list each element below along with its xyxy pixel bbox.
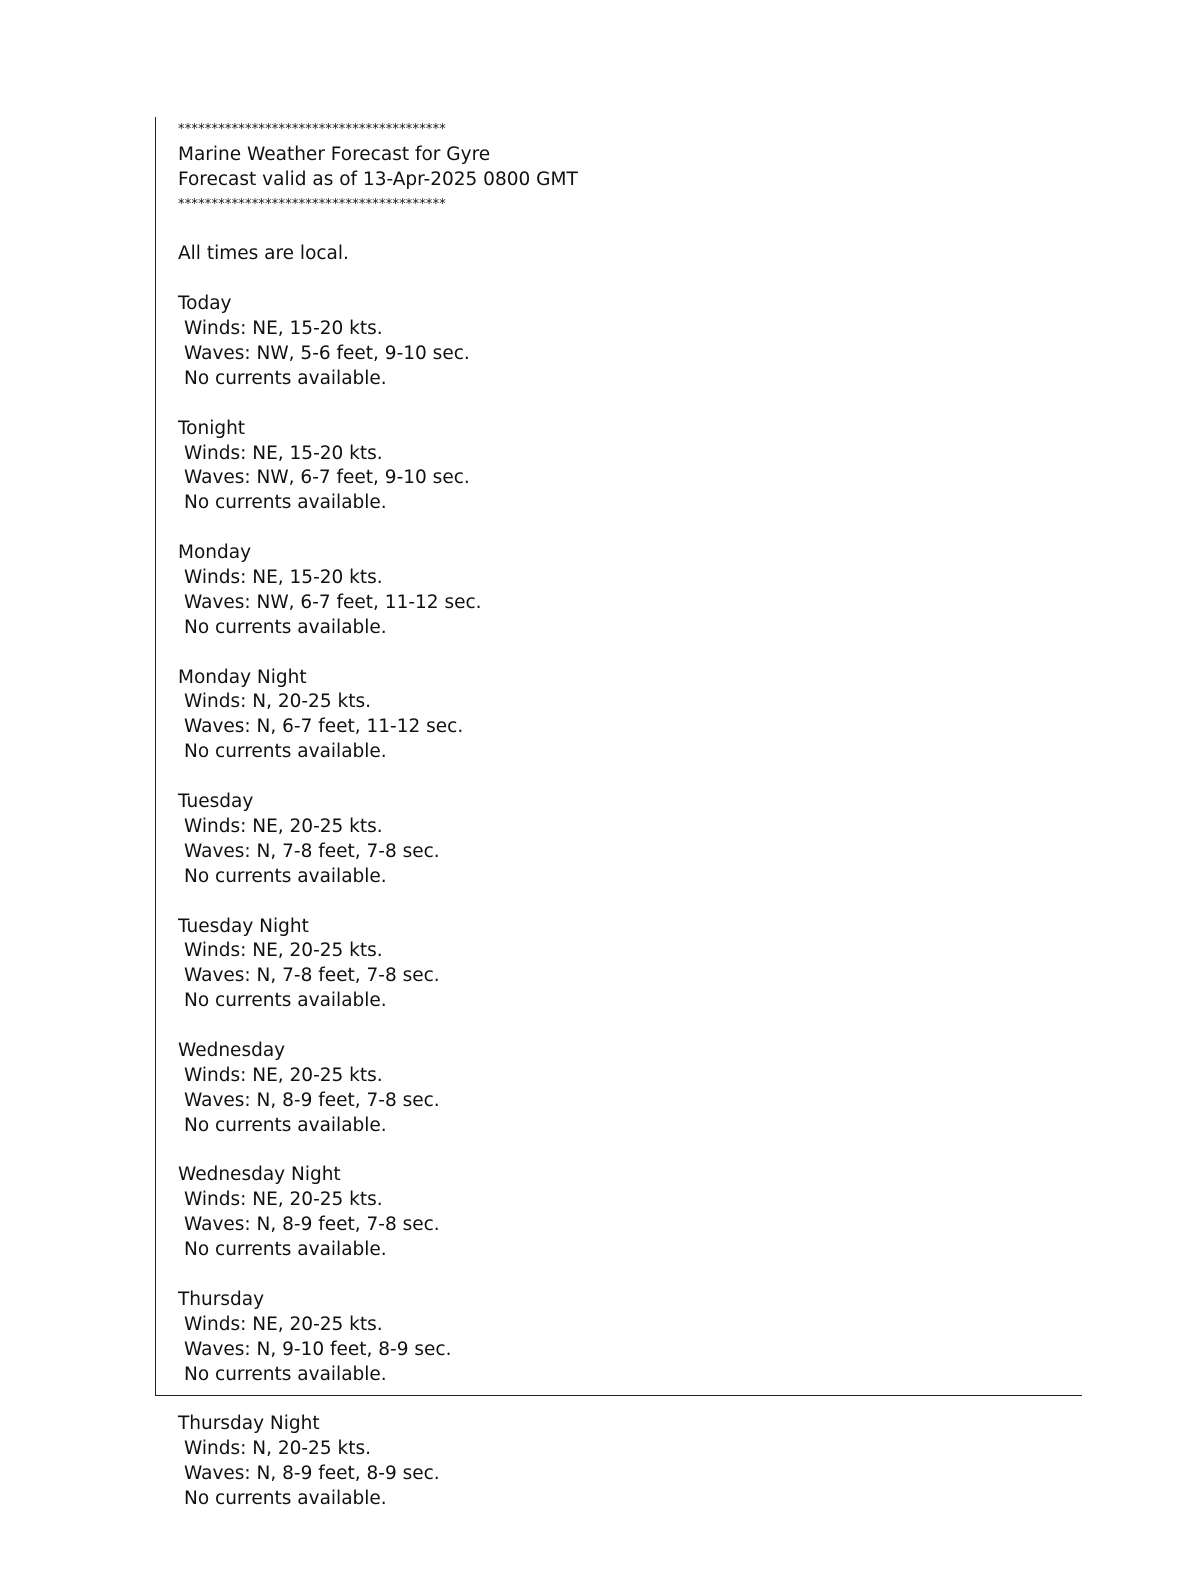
forecast-period (178, 790, 1058, 914)
period-currents: No currents available. (184, 367, 387, 389)
period-currents: No currents available. (184, 1363, 387, 1385)
spacer (178, 1263, 1058, 1288)
period-winds: Winds: NE, 20-25 kts. (184, 1064, 383, 1086)
period-winds: Winds: NE, 20-25 kts. (184, 1313, 383, 1335)
period-winds: Winds: N, 20-25 kts. (184, 1438, 371, 1460)
forecast-period (178, 915, 1058, 1039)
period-winds: Winds: NE, 15-20 kts. (184, 567, 383, 589)
frame-left-border (155, 117, 156, 1396)
period-waves: Waves: N, 7-8 feet, 7-8 sec. (184, 965, 440, 987)
period-name: Tonight (178, 417, 246, 439)
spacer (178, 765, 1058, 790)
period-name: Wednesday Night (178, 1164, 341, 1186)
period-waves: Waves: N, 6-7 feet, 11-12 sec. (184, 716, 464, 738)
period-name: Thursday (178, 1288, 265, 1310)
period-winds: Winds: NE, 20-25 kts. (184, 815, 383, 837)
period-winds: Winds: NE, 20-25 kts. (184, 940, 383, 962)
forecast-period (178, 1039, 1058, 1163)
spacer (178, 218, 1058, 243)
period-currents: No currents available. (184, 1487, 387, 1509)
header-stars-bottom: **************************************** (178, 196, 446, 212)
spacer (178, 1014, 1058, 1039)
period-waves: Waves: N, 7-8 feet, 7-8 sec. (184, 840, 440, 862)
period-currents: No currents available. (184, 1239, 387, 1261)
period-currents: No currents available. (184, 1114, 387, 1136)
times-note: All times are local. (178, 243, 349, 265)
spacer (178, 1387, 1058, 1412)
spacer (178, 392, 1058, 417)
period-waves: Waves: NW, 6-7 feet, 11-12 sec. (184, 591, 482, 613)
period-currents: No currents available. (184, 741, 387, 763)
forecast-document (178, 118, 1058, 1512)
period-waves: Waves: N, 8-9 feet, 7-8 sec. (184, 1089, 440, 1111)
header-stars-top: **************************************** (178, 122, 446, 137)
period-name: Tuesday (178, 791, 254, 813)
forecast-period (178, 541, 1058, 665)
forecast-period (178, 1412, 1058, 1512)
period-winds: Winds: NE, 20-25 kts. (184, 1189, 383, 1211)
spacer (178, 1139, 1058, 1164)
period-winds: Winds: NE, 15-20 kts. (184, 318, 383, 340)
spacer (178, 267, 1058, 292)
period-waves: Waves: N, 9-10 feet, 8-9 sec. (184, 1338, 452, 1360)
forecast-title: Marine Weather Forecast for Gyre (178, 143, 491, 165)
forecast-period (178, 666, 1058, 790)
period-name: Monday Night (178, 666, 307, 688)
period-winds: Winds: N, 20-25 kts. (184, 691, 371, 713)
period-currents: No currents available. (184, 865, 387, 887)
spacer (178, 890, 1058, 915)
period-currents: No currents available. (184, 492, 387, 514)
period-currents: No currents available. (184, 990, 387, 1012)
period-name: Tuesday Night (178, 915, 309, 937)
spacer (178, 641, 1058, 666)
period-name: Wednesday (178, 1039, 286, 1061)
spacer (178, 516, 1058, 541)
forecast-period (178, 417, 1058, 541)
period-winds: Winds: NE, 15-20 kts. (184, 442, 383, 464)
forecast-period (178, 292, 1058, 416)
forecast-valid-time: Forecast valid as of 13-Apr-2025 0800 GMT (178, 168, 578, 190)
forecast-period (178, 1288, 1058, 1412)
period-waves: Waves: N, 8-9 feet, 8-9 sec. (184, 1463, 440, 1485)
period-name: Monday (178, 542, 252, 564)
period-waves: Waves: NW, 6-7 feet, 9-10 sec. (184, 467, 470, 489)
forecast-period (178, 1163, 1058, 1287)
period-currents: No currents available. (184, 616, 387, 638)
period-name: Thursday Night (178, 1413, 320, 1435)
period-waves: Waves: N, 8-9 feet, 7-8 sec. (184, 1214, 440, 1236)
period-name: Today (178, 293, 232, 315)
period-waves: Waves: NW, 5-6 feet, 9-10 sec. (184, 343, 470, 365)
